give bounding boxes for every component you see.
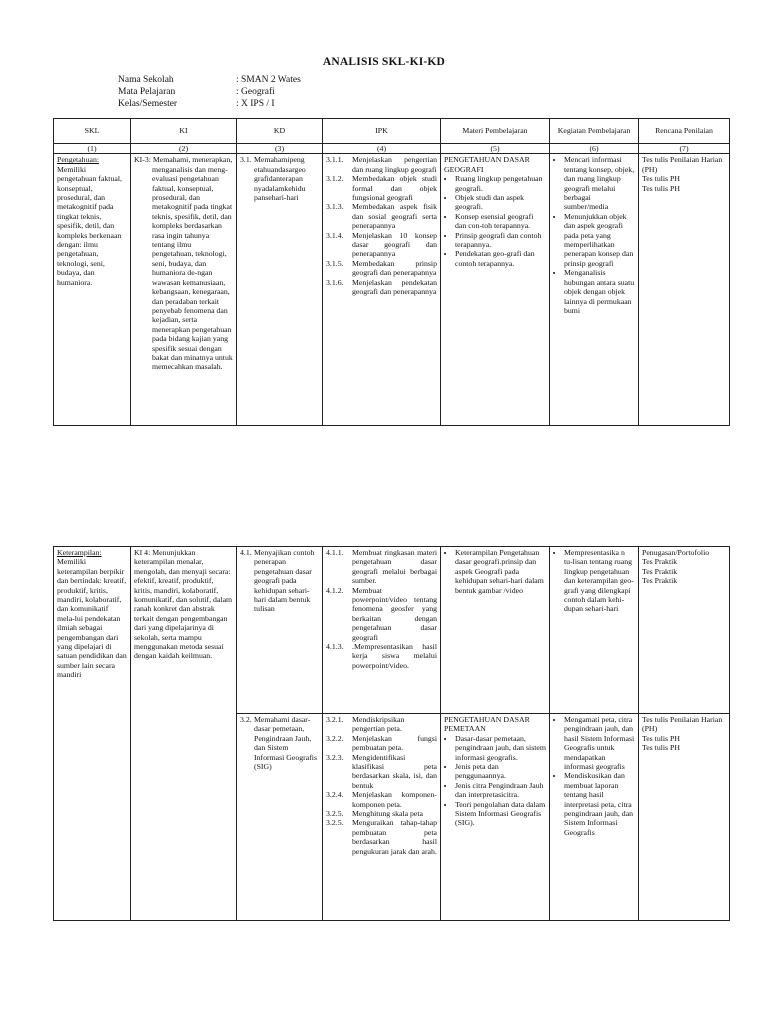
materi-list bbox=[444, 548, 546, 595]
penilaian-cell bbox=[639, 154, 730, 426]
ipk-item: 3.2.4. Menjelaskan komponen-komponen peta. bbox=[326, 790, 437, 809]
column-number-row bbox=[54, 144, 730, 154]
column-number: (5) bbox=[441, 144, 550, 154]
header-materi: Materi Pembelajaran bbox=[441, 119, 550, 144]
meta-label: Kelas/Semester bbox=[118, 99, 178, 109]
meta-value: : SMAN 2 Wates bbox=[236, 75, 301, 85]
list-item: • Objek studi dan aspek geografi. bbox=[455, 193, 546, 212]
column-number: (1) bbox=[54, 144, 131, 154]
ipk-cell bbox=[323, 154, 441, 426]
list-item: • Keterampilan Pengetahuan dasar geografi.prinsip dan aspek Geografi pada kehidupan sehari-hari dalam bentuk gambar /video bbox=[455, 548, 546, 595]
kd-cell bbox=[237, 154, 323, 426]
skl-cell bbox=[54, 547, 131, 921]
meta-value: : Geografi bbox=[236, 87, 275, 97]
meta-label: Nama Sekolah bbox=[118, 75, 174, 85]
column-number: (3) bbox=[237, 144, 323, 154]
list-item: • Mencari informasi tentang konsep, objek, dan ruang lingkup geografi melalui berbagai sumber/media bbox=[564, 155, 635, 211]
penilaian-item: Tes Praktik bbox=[642, 576, 678, 586]
kegiatan-list bbox=[553, 548, 635, 614]
materi-cell bbox=[441, 714, 550, 921]
meta-row-class bbox=[118, 98, 301, 110]
ipk-item: 4.1.1. Membuat ringkasan materi pengetahuan dasar geografi melalui berbagai sumber. bbox=[326, 548, 437, 586]
meta-value: : X IPS / I bbox=[236, 99, 275, 109]
kd-text: Memahamipeng etahuandasargeo grafidanterapan nyadalamkehidu pansehari-hari bbox=[254, 155, 306, 203]
kegiatan-cell bbox=[550, 714, 639, 921]
header-kegiatan: Kegiatan Pembelajaran bbox=[550, 119, 639, 144]
ipk-cell bbox=[323, 547, 441, 714]
ki-cell bbox=[131, 547, 237, 921]
penilaian-item: Tes tulis Penilaian Harian (PH) bbox=[642, 155, 723, 174]
skl-text: Memiliki keterampilan berpikir dan bertindak: kreatif, produktif, kritis, mandiri, kolaboratif, dan komunikatif mela-lui pendekatan ilmiah sebagai pengembangan dari yang dipelajari di satuan pendidikan dan sumber lain secara mandiri bbox=[57, 557, 127, 680]
list-item: • Prinsip geografi dan contoh terapannya. bbox=[455, 231, 546, 250]
list-item: • Menganalisis hubungan antara suatu objek dengan objek lainnya di permukaan bumi bbox=[564, 268, 635, 315]
meta-label: Mata Pelajaran bbox=[118, 87, 176, 97]
list-item: • Jenis peta dan penggunaannya. bbox=[455, 762, 546, 781]
column-number: (6) bbox=[550, 144, 639, 154]
header-skl: SKL bbox=[54, 119, 131, 144]
materi-cell bbox=[441, 547, 550, 714]
kegiatan-list bbox=[553, 155, 635, 315]
penilaian-cell bbox=[639, 547, 730, 714]
list-item: • Teori pengolahan data dalam Sistem Informasi Geografis (SIG). bbox=[455, 800, 546, 828]
kd-number: 4.1. bbox=[240, 548, 252, 557]
skl-cell bbox=[54, 154, 131, 426]
ipk-item: 3.1.1. Menjelaskan pengertian dan ruang lingkup geografi bbox=[326, 155, 437, 174]
kd-number: 3.1. bbox=[240, 155, 252, 165]
list-item: • Mengamati peta, citra pengindraan jauh, dan hasil Sistem Informasi Geografis untuk mendapatkan informasi geografis bbox=[564, 715, 635, 771]
header-ki: KI bbox=[131, 119, 237, 144]
materi-cell bbox=[441, 154, 550, 426]
ipk-item: 3.2.3. Mengidentifikasi klasifikasi peta berdasarkan skala, isi, dan bentuk bbox=[326, 752, 437, 790]
table-header-row bbox=[54, 119, 730, 144]
penilaian-item: Tes tulis PH bbox=[642, 183, 681, 193]
header-ipk: IPK bbox=[323, 119, 441, 144]
list-item: • Mempresentasika n tu-lisan tentang ruang lingkup pengetahuan dan keterampilan geo-grafi yang dilengkapi contoh dalam kehi-dupan sehari-hari bbox=[564, 548, 635, 614]
ipk-item: 3.2.5. Menguraikan tahap-tahap pembuatan peta berdasarkan hasil pengukuran jarak dan arah. bbox=[326, 818, 437, 856]
header-penilaian: Rencana Penilaian bbox=[639, 119, 730, 144]
header-kd: KD bbox=[237, 119, 323, 144]
penilaian-item: Tes tulis PH bbox=[642, 733, 681, 743]
kegiatan-list bbox=[553, 715, 635, 837]
materi-list bbox=[444, 174, 546, 268]
kegiatan-cell bbox=[550, 154, 639, 426]
ipk-item: 3.2.5. Menghitung skala peta bbox=[326, 809, 424, 819]
penilaian-item: Tes Praktik bbox=[642, 566, 678, 576]
penilaian-item: Tes tulis PH bbox=[642, 174, 681, 184]
list-item: • Jenis citra Pengindraan Jauh dan interpretasicitra. bbox=[455, 781, 546, 800]
ipk-cell bbox=[323, 714, 441, 921]
kd-text: Memahami dasar-dasar pemetaan, Pengindraan Jauh, dan Sistem Informasi Geografis (SIG) bbox=[254, 715, 318, 772]
list-item: • Menunjukkan objek dan aspek geografi pada peta yang memperlihatkan penerapan konsep dan prinsip geografi bbox=[564, 212, 635, 268]
skl-text: Memiliki pengetahuan faktual, konseptual, prosedural, dan metakognitif pada tingkat teknis, spesifik, detil, dan kompleks berkenaan dengan: ilmu pengetahuan, teknologi, seni, budaya, dan humaniora. bbox=[57, 164, 122, 287]
ipk-item: 4.1.3. .Mempresentasikan hasil kerja siswa melalui powerpoint/video. bbox=[326, 642, 437, 670]
list-item: • Ruang lingkup pengetahuan geografi. bbox=[455, 174, 546, 193]
ipk-item: 3.1.4. Menjelaskan 10 konsep dasar geografi dan penerapannya bbox=[326, 230, 437, 259]
ipk-item: 3.1.5. Membedakan prinsip geografi dan penerapannya bbox=[326, 258, 437, 278]
ipk-item: 3.1.3. Membedakan aspek fisik dan sosial geografi serta penerapannya bbox=[326, 202, 437, 231]
ki-text: KI 4: Menunjukkan keterampilan menalar, mengolah, dan menyaji secara: efektif, kreatif, produktif, kritis, mandiri, kolaboratif, komunikatif, dan solutif, dalam ranah konkret dan abstrak terkait dengan pengembangan dari yang dipelajarinya di sekolah, serta mampu menggunakan metoda sesuai dengan kaidah keilmuan. bbox=[134, 548, 233, 661]
column-number: (4) bbox=[323, 144, 441, 154]
skl-heading: Pengetahuan: bbox=[57, 155, 100, 165]
analysis-table-skills bbox=[53, 546, 730, 921]
list-item: • Dasar-dasar pemetaan, pengindraan jauh, dan sistem informasi geografis. bbox=[455, 734, 546, 762]
list-item: • Konsep esensial geografi dan con-toh terapannya. bbox=[455, 212, 546, 231]
kd-text: Menyajikan contoh penerapan pengetahuan dasar geografi pada kehidupan sehari-hari dalam bentuk tulisan bbox=[254, 548, 315, 614]
column-number: (7) bbox=[639, 144, 730, 154]
list-item: • Mendiskusikan dan membuat laporan tentang hasil interpretasi peta, citra pengindraan jauh, dan Sistem Informasi Geografis bbox=[564, 771, 635, 837]
materi-list bbox=[444, 734, 546, 828]
ki-number: KI-3: bbox=[134, 155, 151, 165]
penilaian-item: Tes tulis PH bbox=[642, 743, 681, 753]
column-number: (2) bbox=[131, 144, 237, 154]
penilaian-item: Tes tulis Penilaian Harian (PH) bbox=[642, 715, 723, 734]
kd-cell bbox=[237, 714, 323, 921]
penilaian-cell bbox=[639, 714, 730, 921]
ki-text: Memahami, menerapkan, menganalisis dan meng-evaluasi pengetahuan faktual, konseptual, prosedural, dan metakognitif pada tingkat teknis, spesifik, detil, dan kompleks berdasarkan rasa ingin tahunya tentang ilmu pengetahuan, teknologi, seni, budaya, dan humaniora de-ngan wawasan kemanusiaan, kebangsaan, kenegaraan, dan peradaban terkait penyebab fenomena dan kejadian, serta menerapkan pengetahuan pada bidang kajian yang spesifik sesuai dengan bakat dan minatnya untuk memecahkan masalah. bbox=[152, 155, 233, 372]
materi-heading: PENGETAHUAN DASAR GEOGRAFI bbox=[444, 155, 530, 174]
materi-heading: PENGETAHUAN DASAR PEMETAAN bbox=[444, 715, 530, 734]
list-item: • Pendekatan geo-grafi dan contoh terapannya. bbox=[455, 249, 546, 268]
table-row bbox=[54, 154, 730, 426]
ipk-item: 3.1.6. Menjelaskan pendekatan geografi dan penerapannya bbox=[326, 277, 437, 297]
meta-row-school bbox=[118, 74, 301, 86]
meta-row-subject bbox=[118, 86, 301, 98]
skl-heading: Keterampilan: bbox=[57, 548, 102, 557]
table-row bbox=[54, 547, 730, 714]
kd-number: 3.2. bbox=[240, 715, 252, 724]
document-title: ANALISIS SKL-KI-KD bbox=[322, 56, 446, 68]
ki-cell bbox=[131, 154, 237, 426]
penilaian-item: Tes Praktik bbox=[642, 557, 678, 567]
ipk-item: 3.2.1. Mendiskripsikan pengertian peta. bbox=[326, 715, 405, 734]
document-meta bbox=[118, 74, 301, 110]
ipk-item: 4.1.2. Membuat powerpoint/video tentang fenomena geosfer yang berkaitan dengan pengetahuan dasar geografi bbox=[326, 585, 437, 642]
kegiatan-cell bbox=[550, 547, 639, 714]
ipk-item: 3.2.2. Menjelaskan fungsi pembuatan peta. bbox=[326, 733, 437, 753]
ipk-item: 3.1.2. Membedakan objek studi formal dan objek fungsional geografi bbox=[326, 174, 437, 203]
penilaian-item: Penugasan/Portofolio bbox=[642, 548, 710, 557]
kd-cell bbox=[237, 547, 323, 714]
analysis-table-knowledge bbox=[53, 118, 730, 426]
